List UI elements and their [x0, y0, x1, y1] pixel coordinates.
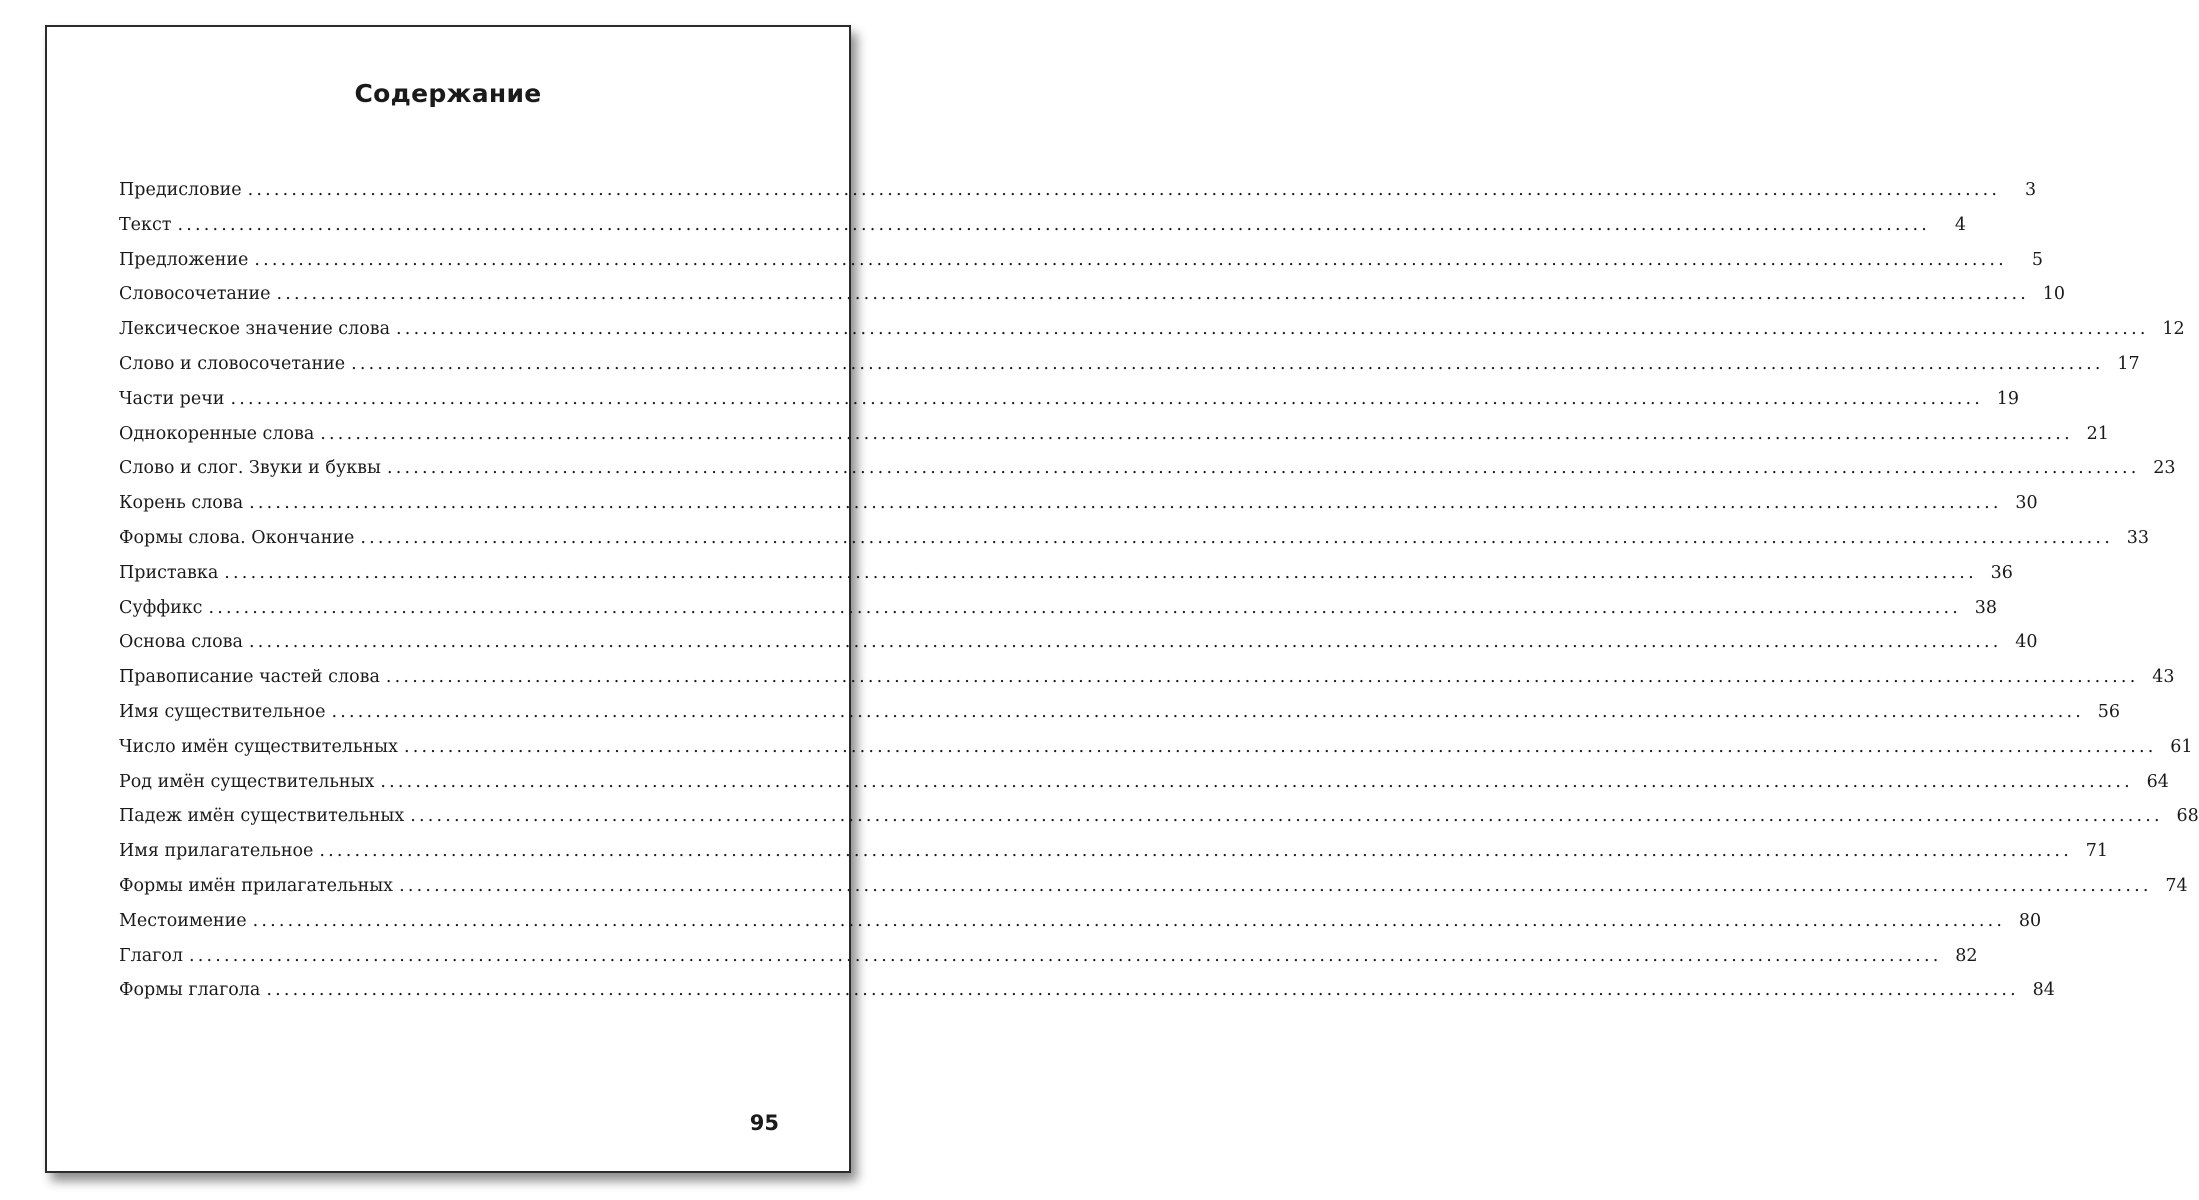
page-title: Содержание: [354, 79, 542, 108]
toc-entry: [119, 562, 2013, 598]
toc-entry-label: Корень слова: [119, 493, 244, 514]
toc-entry-label: Однокоренные слова: [119, 423, 315, 444]
toc-entry-label: Части речи: [119, 388, 225, 409]
toc-entry-label: Лексическое значение слова: [119, 319, 391, 340]
toc-entry-page: 17: [2117, 353, 2140, 374]
toc-entry-label: Предложение: [119, 249, 249, 270]
toc-dot-leader: ........................................................................................................................................................................................................: [276, 284, 2030, 305]
toc-entry-label: Суффикс: [119, 597, 203, 618]
toc-entry-label: Глагол: [119, 945, 183, 966]
toc-entry-page: 5: [2031, 249, 2043, 270]
toc-dot-leader: ........................................................................................................................................................................................................: [188, 945, 1942, 966]
toc-entry-page: 64: [2146, 771, 2169, 792]
toc-entry: [119, 667, 2175, 702]
toc-entry-label: Падеж имён существительных: [119, 806, 405, 827]
toc-entry-page: 33: [2126, 527, 2149, 548]
toc-entry-page: 61: [2170, 736, 2193, 757]
toc-entry-label: Слово и словосочетание: [119, 353, 346, 374]
toc-entry-page: 3: [2025, 180, 2037, 200]
toc-dot-leader: ........................................................................................................................................................................................................: [386, 458, 2140, 479]
toc-entry: [119, 736, 2193, 772]
toc-entry-page: 38: [1974, 597, 1998, 618]
toc-entry-label: Текст: [119, 214, 172, 235]
toc-dot-leader: ........................................................................................................................................................................................................: [351, 353, 2104, 374]
toc-entry-label: Формы имён прилагательных: [119, 875, 394, 896]
toc-entry-page: 56: [2097, 701, 2120, 722]
toc-dot-leader: ........................................................................................................................................................................................................: [403, 736, 2157, 757]
toc-entry: [119, 597, 1998, 633]
toc-entry-label: Местоимение: [119, 910, 247, 931]
toc-dot-leader: ........................................................................................................................................................................................................: [249, 493, 2002, 514]
page-number: 95: [749, 1111, 779, 1135]
toc-entry-page: 10: [2042, 284, 2066, 305]
toc-entry-label: Формы глагола: [119, 980, 261, 1001]
toc-entry-page: 80: [2018, 910, 2042, 931]
toc-dot-leader: ........................................................................................................................................................................................................: [360, 527, 2113, 548]
toc-entry-label: Правописание частей слова: [119, 667, 380, 688]
toc-entry-page: 19: [1996, 388, 2020, 409]
toc-entry: [119, 249, 2043, 285]
toc-dot-leader: ........................................................................................................................................................................................................: [320, 423, 2073, 444]
toc-entry: [119, 319, 2185, 354]
toc-entry-label: Род имён существительных: [119, 771, 375, 792]
toc-entry: [119, 841, 2108, 876]
toc-dot-leader: ........................................................................................................................................................................................................: [410, 806, 2163, 827]
toc-entry-page: 82: [1955, 945, 1978, 966]
toc-entry: [119, 945, 1978, 981]
toc-entry-page: 68: [2176, 806, 2199, 827]
toc-entry-label: Приставка: [119, 562, 219, 583]
toc-dot-leader: ........................................................................................................................................................................................................: [331, 701, 2084, 722]
toc-entry-page: 23: [2153, 458, 2176, 479]
toc-entry: [119, 771, 2169, 807]
toc-entry-page: 4: [1954, 214, 1967, 235]
toc-entry: [119, 353, 2140, 389]
toc-entry: [119, 806, 2199, 841]
toc-dot-leader: ........................................................................................................................................................................................................: [385, 667, 2139, 688]
toc-entry-page: 30: [2015, 493, 2038, 514]
toc-entry: [119, 423, 2109, 459]
toc-entry-page: 12: [2162, 319, 2185, 340]
toc-dot-leader: ........................................................................................................................................................................................................: [247, 180, 2001, 200]
document-page: [45, 25, 2199, 1173]
toc-entry-label: Число имён существительных: [119, 736, 398, 757]
toc-entry-page: 84: [2032, 980, 2055, 1001]
toc-entry-label: Словосочетание: [119, 284, 271, 305]
toc-dot-leader: ........................................................................................................................................................................................................: [254, 249, 2007, 270]
toc-dot-leader: ........................................................................................................................................................................................................: [266, 980, 2019, 1001]
toc-dot-leader: ........................................................................................................................................................................................................: [252, 910, 2006, 931]
toc-entry-page: 43: [2152, 667, 2175, 688]
toc-entry-label: Основа слова: [119, 632, 243, 653]
toc-entry-label: Предисловие: [119, 180, 242, 200]
toc-dot-leader: ........................................................................................................................................................................................................: [224, 562, 1977, 583]
toc-dot-leader: ........................................................................................................................................................................................................: [177, 214, 1931, 235]
table-of-contents: [119, 180, 2199, 1015]
toc-entry-page: 71: [2085, 841, 2108, 862]
toc-entry-label: Имя существительное: [119, 701, 326, 722]
toc-entry: [119, 493, 2038, 528]
toc-dot-leader: ........................................................................................................................................................................................................: [208, 597, 1962, 618]
toc-entry-page: 36: [1990, 562, 2013, 583]
toc-entry-page: 40: [2015, 632, 2038, 653]
toc-dot-leader: ........................................................................................................................................................................................................: [248, 632, 2002, 653]
toc-entry: [119, 527, 2149, 563]
toc-entry: [119, 388, 2020, 424]
toc-entry: [119, 980, 2055, 1015]
toc-entry: [119, 701, 2120, 737]
toc-entry: [119, 875, 2188, 911]
toc-entry: [119, 284, 2066, 319]
toc-dot-leader: ........................................................................................................................................................................................................: [230, 388, 1984, 409]
toc-entry-label: Слово и слог. Звуки и буквы: [119, 458, 381, 479]
toc-dot-leader: ........................................................................................................................................................................................................: [380, 771, 2133, 792]
toc-dot-leader: ........................................................................................................................................................................................................: [319, 841, 2072, 862]
toc-entry-page: 74: [2165, 875, 2188, 896]
toc-dot-leader: ........................................................................................................................................................................................................: [396, 319, 2149, 340]
toc-entry: [119, 180, 2037, 215]
toc-dot-leader: ........................................................................................................................................................................................................: [399, 875, 2152, 896]
toc-entry: [119, 214, 1967, 250]
toc-entry-page: 21: [2086, 423, 2109, 444]
toc-entry-label: Формы слова. Окончание: [119, 527, 355, 548]
toc-entry: [119, 458, 2176, 493]
toc-entry: [119, 910, 2042, 946]
toc-entry-label: Имя прилагательное: [119, 841, 314, 862]
toc-entry: [119, 632, 2038, 667]
